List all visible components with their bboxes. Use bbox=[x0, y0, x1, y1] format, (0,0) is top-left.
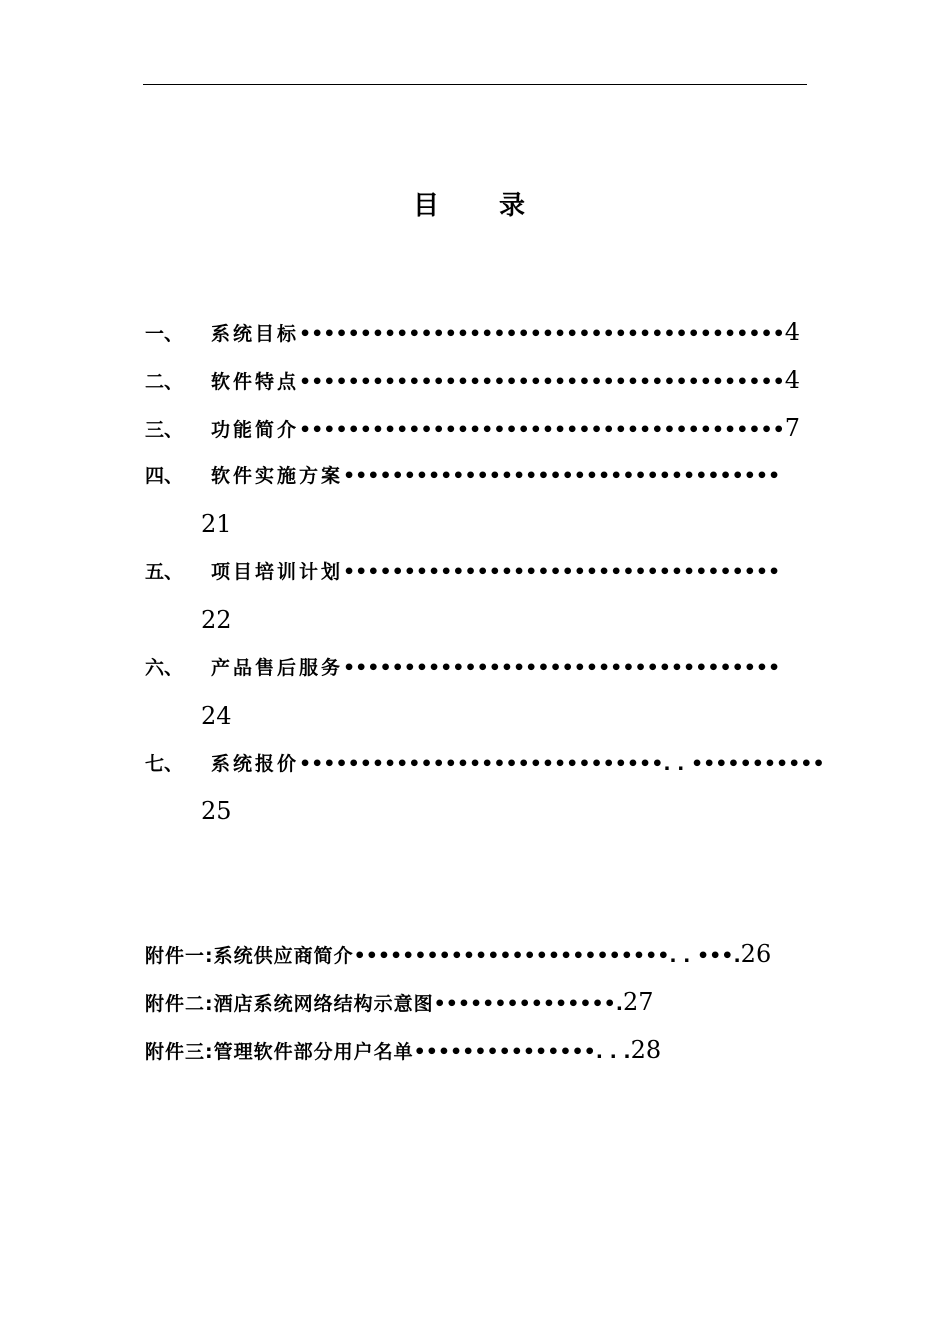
toc-leader: •••••••••••••••••••••••••••••••••••••••• bbox=[299, 419, 785, 441]
toc-leader: •••••••••••••••••••••••••••••••••••• bbox=[343, 465, 781, 487]
toc-leader: •••••••••••••••••••••••••••••••••••• bbox=[343, 657, 781, 679]
toc-label: 软件实施方案 bbox=[211, 465, 344, 487]
appendix-entry[interactable] bbox=[145, 941, 771, 969]
page-title bbox=[413, 185, 525, 222]
appendix-label: 附件一:系统供应商简介 bbox=[145, 945, 354, 967]
toc-label: 功能简介 bbox=[211, 419, 300, 441]
toc-label: 项目培训计划 bbox=[211, 561, 344, 583]
toc-entry[interactable] bbox=[145, 367, 800, 395]
toc-entry[interactable] bbox=[145, 751, 825, 777]
appendix-page: 26 bbox=[740, 940, 772, 968]
title-char-1: 目 bbox=[413, 191, 440, 221]
toc-entry[interactable] bbox=[145, 415, 800, 443]
toc-label: 软件特点 bbox=[211, 371, 300, 393]
toc-label: 产品售后服务 bbox=[211, 657, 344, 679]
toc-page: 25 bbox=[201, 797, 232, 825]
appendix-label: 附件三:管理软件部分用户名单 bbox=[145, 1041, 414, 1063]
toc-number: 六、 bbox=[145, 657, 184, 679]
toc-number: 三、 bbox=[145, 419, 184, 441]
appendix-label: 附件二:酒店系统网络结构示意图 bbox=[145, 993, 434, 1015]
toc-page: 22 bbox=[201, 606, 232, 634]
toc-number: 一、 bbox=[145, 323, 184, 345]
toc-entry[interactable] bbox=[145, 463, 780, 489]
appendix-leader: •••••••••••••••. bbox=[433, 993, 623, 1015]
toc-page: 7 bbox=[784, 414, 801, 442]
toc-leader: ••••••••••••••••••••••••••••••. . ••••••••••• bbox=[299, 753, 825, 775]
header-rule bbox=[143, 84, 807, 85]
appendix-leader: •••••••••••••••. . . bbox=[413, 1041, 631, 1063]
toc-leader: •••••••••••••••••••••••••••••••••••••••• bbox=[299, 323, 785, 345]
toc-leader: •••••••••••••••••••••••••••••••••••• bbox=[343, 561, 781, 583]
toc-leader: •••••••••••••••••••••••••••••••••••••••• bbox=[299, 371, 785, 393]
appendix-page: 28 bbox=[630, 1036, 662, 1064]
toc-number: 七、 bbox=[145, 753, 184, 775]
toc-page: 4 bbox=[784, 366, 801, 394]
toc-page: 24 bbox=[201, 702, 232, 730]
appendix-leader: ••••••••••••••••••••••••••. . •••. bbox=[353, 945, 741, 967]
toc-number: 四、 bbox=[145, 465, 184, 487]
appendix-page: 27 bbox=[623, 988, 654, 1016]
toc-label: 系统报价 bbox=[211, 753, 300, 775]
toc-entry[interactable] bbox=[145, 319, 800, 347]
toc-label: 系统目标 bbox=[211, 323, 300, 345]
toc-entry[interactable] bbox=[145, 655, 780, 681]
title-char-2: 录 bbox=[499, 191, 526, 221]
toc-page: 21 bbox=[201, 510, 232, 538]
toc-number: 五、 bbox=[145, 561, 184, 583]
appendix-entry[interactable] bbox=[145, 1037, 661, 1065]
toc-number: 二、 bbox=[145, 371, 184, 393]
toc-entry[interactable] bbox=[145, 559, 780, 585]
toc-page: 4 bbox=[784, 318, 801, 346]
appendix-entry[interactable] bbox=[145, 989, 654, 1017]
